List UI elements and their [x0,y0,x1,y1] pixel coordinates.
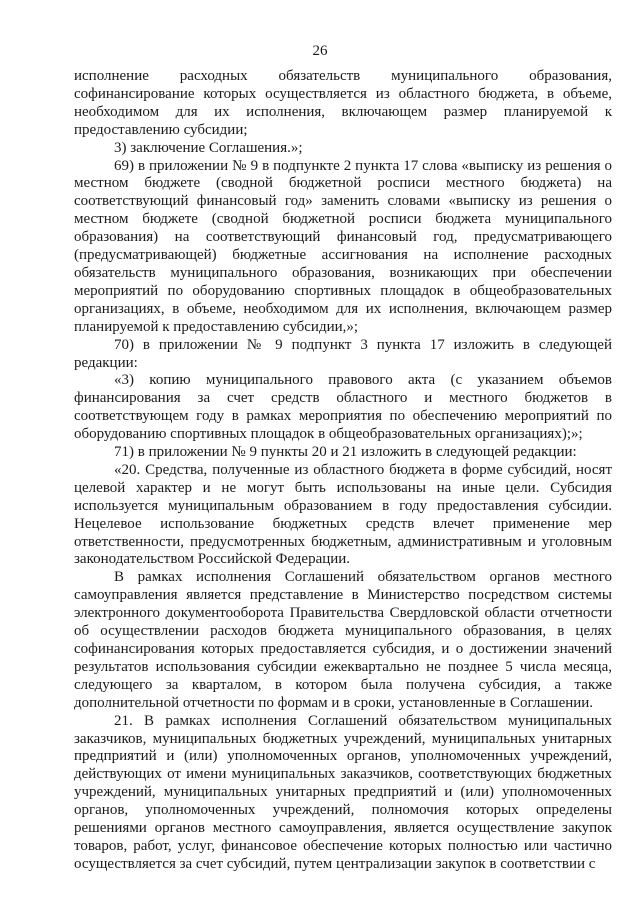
page-number: 26 [312,43,328,59]
paragraph-item-69: 69) в приложении № 9 в подпункте 2 пункта 17 слова «выписку из решения о местном бюджете (сводной бюджетной росписи местного бюджета) на соответствующий финансовый год» заменить словами «выписку из решения о местном бюджете (сводной бюджетной росписи бюджета муниципального образования) на соответствующий финансовый год, предусматривающего (предусматривающей) бюджетные ассигнования на исполнение расходных обязательств муниципального образования, возникающих при обеспечении мероприятий по оборудованию спортивных площадок в общеобразовательных организациях, в объеме, необходимом для их исполнения, включающем размер планируемой к предоставлению субсидии,»; [74,157,612,335]
paragraph-point-21: 21. В рамках исполнения Соглашений обязательством муниципальных заказчиков, муниципальных бюджетных учреждений, муниципальных унитарных предприятий и (или) уполномоченных органов, уполномоченных учреждений, действующих от имени муниципальных заказчиков, соответствующих бюджетных учреждений, муниципальных унитарных предприятий и (или) уполномоченных органов, уполномоченных учреждений, полномочия которых определены решениями органов местного самоуправления, является осуществление закупок товаров, работ, услуг, финансовое обеспечение которых полностью или частично осуществляется за счет субсидий, путем централизации закупок в соответствии с [74,712,612,872]
paragraph-item-70: 70) в приложении № 9 подпункт 3 пункта 17 изложить в следующей редакции: [74,336,612,371]
paragraph-quote-3: «3) копию муниципального правового акта (с указанием объемов финансирования за счет средств областного и местного бюджетов в соответствующем году в рамках мероприятия по обеспечению мероприятий по оборудованию спортивных площадок в общеобразовательных организациях);»; [74,372,612,443]
paragraph-item-71: 71) в приложении № 9 пункты 20 и 21 изложить в следующей редакции: [114,444,577,461]
paragraph-continuation: исполнение расходных обязательств муниципального образования, софинансирование которых осуществляется из областного бюджета, в объеме, необходимом для их исполнения, включающем размер планируемой к предоставлению субсидии; [74,68,612,138]
document-body [74,68,612,874]
paragraph-point-20: «20. Средства, полученные из областного бюджета в форме субсидий, носят целевой характер и не могут быть использованы на иные цели. Субсидия используется муниципальным образованием в году предоставления субсидии. Нецелевое использование бюджетных средств влечет применение мер ответственности, предусмотренных бюджетным, административным и уголовным законодательством Российской Федерации. [74,461,612,568]
paragraph-reporting: В рамках исполнения Соглашений обязательством органов местного самоуправления является представление в Министерство посредством системы электронного документооборота Правительства Свердловской области отчетности об осуществлении расходов бюджета муниципального образования, в целях софинансирования которых предоставляется субсидия, и о достижении значений результатов использования субсидии ежеквартально не позднее 5 числа месяца, следующего за кварталом, в котором была получена субсидия, а также дополнительной отчетности по формам и в сроки, установленные в Соглашении. [74,569,612,711]
paragraph-item-3: 3) заключение Соглашения.»; [114,139,303,156]
